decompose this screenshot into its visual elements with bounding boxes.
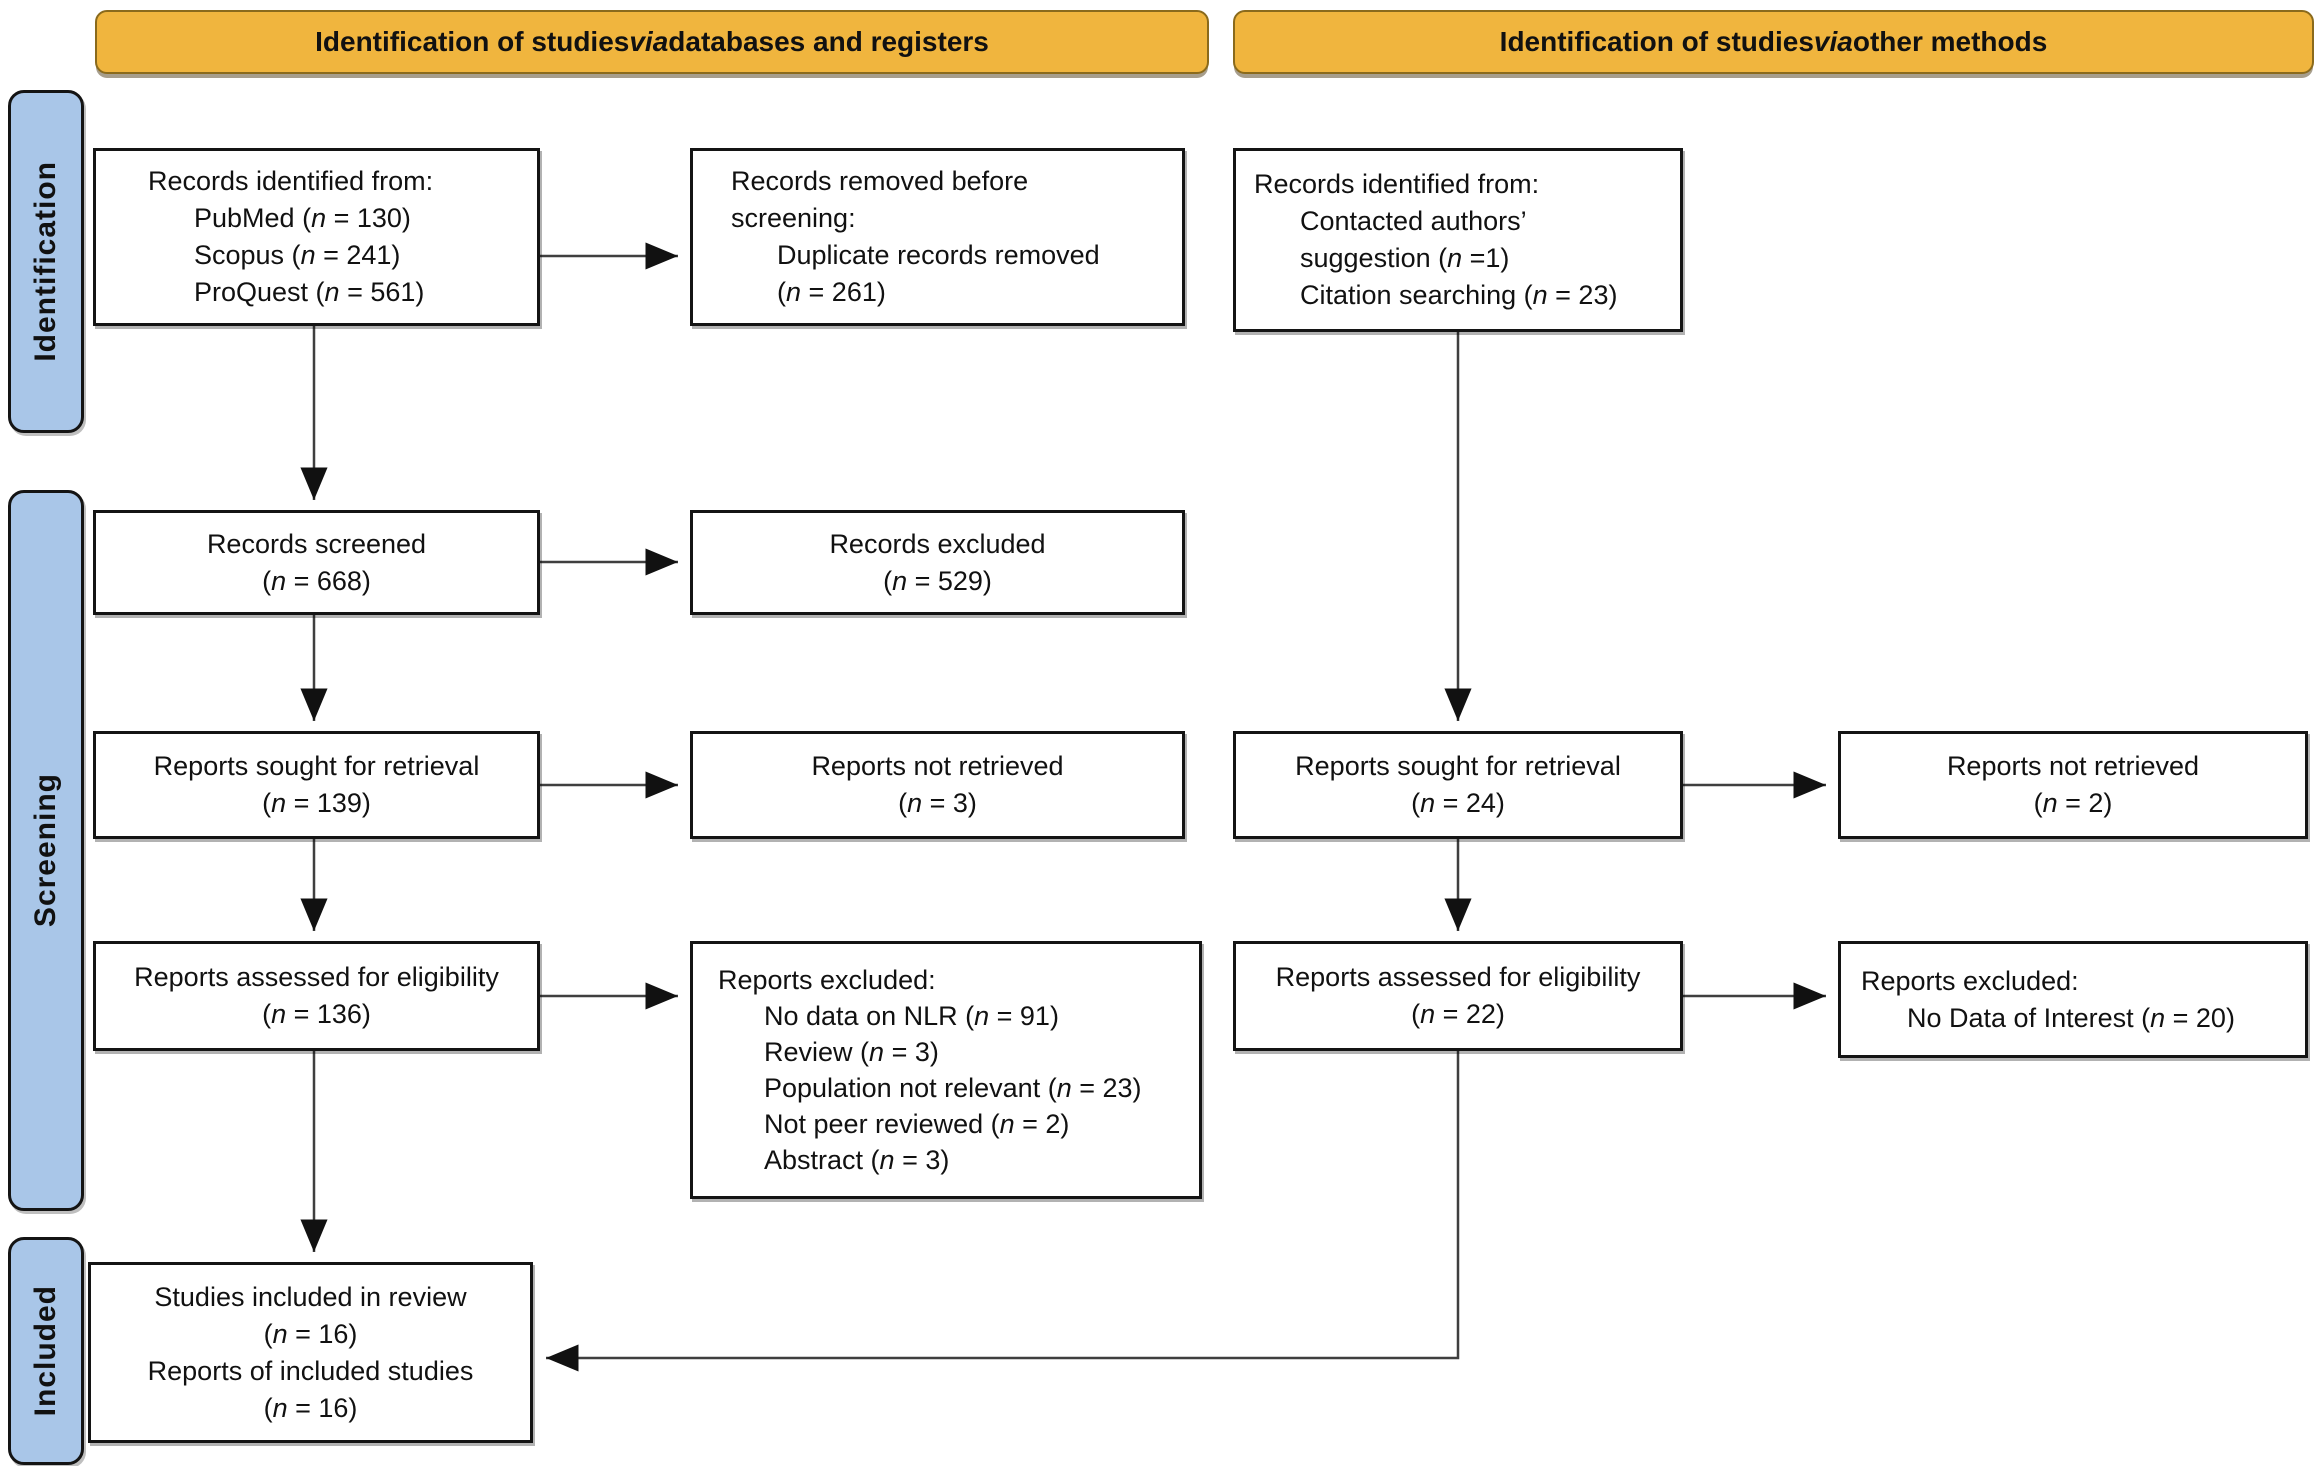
text-line: (n = 136) bbox=[262, 999, 371, 1029]
text-line: (n = 16) bbox=[263, 1392, 358, 1423]
text-line: Reports excluded: bbox=[718, 965, 936, 995]
text-line: Records identified from: bbox=[1254, 169, 1540, 199]
box-reports-excluded-databases bbox=[690, 941, 1202, 1199]
text-line: (n = 668) bbox=[262, 565, 371, 596]
box-reports-assessed-other bbox=[1233, 941, 1683, 1051]
text-line: (n = 3) bbox=[898, 788, 977, 818]
text-line: Duplicate records removed bbox=[777, 240, 1100, 270]
stage-identification-label: Identification bbox=[29, 161, 62, 362]
box-reports-assessed-databases bbox=[93, 941, 540, 1051]
text-line: Contacted authors’ bbox=[1300, 206, 1527, 236]
text-line: Records excluded bbox=[829, 528, 1046, 559]
text-line: Records screened bbox=[206, 528, 427, 559]
text-line: (n = 22) bbox=[1411, 999, 1505, 1029]
text-line: (n = 139) bbox=[262, 788, 371, 818]
text-line: (n = 16) bbox=[263, 1318, 358, 1349]
text-line: Studies included in review bbox=[154, 1281, 467, 1312]
stage-screening bbox=[8, 490, 84, 1211]
text-line: PubMed (n = 130) bbox=[194, 203, 411, 233]
box-records-screened bbox=[93, 510, 540, 615]
text-line: Reports assessed for eligibility bbox=[1275, 962, 1641, 992]
text-line: Reports excluded: bbox=[1861, 965, 2079, 996]
box-studies-included bbox=[88, 1262, 533, 1443]
text-line: (n = 261) bbox=[777, 277, 886, 307]
banner-other-methods: Identification of studies via other methods bbox=[1233, 10, 2314, 74]
text-line: Reports assessed for eligibility bbox=[134, 962, 499, 992]
box-reports-sought-other bbox=[1233, 731, 1683, 839]
stage-included-label: Included bbox=[29, 1285, 62, 1417]
stage-screening-label: Screening bbox=[29, 773, 62, 928]
text-line: suggestion (n =1) bbox=[1300, 243, 1510, 273]
box-records-identified-other bbox=[1233, 148, 1683, 332]
box-records-identified-databases bbox=[93, 148, 540, 326]
text-line: (n = 24) bbox=[1411, 788, 1505, 818]
text-line: Scopus (n = 241) bbox=[194, 240, 401, 270]
box-reports-not-retrieved-databases bbox=[690, 731, 1185, 839]
text-line: Reports of included studies bbox=[147, 1355, 474, 1386]
text-line: (n = 2) bbox=[2033, 788, 2113, 818]
text-line: Review (n = 3) bbox=[764, 1037, 939, 1067]
box-reports-sought-databases bbox=[93, 731, 540, 839]
text-line: (n = 529) bbox=[883, 565, 992, 596]
text-line: No data on NLR (n = 91) bbox=[764, 1001, 1059, 1031]
text-line: Abstract (n = 3) bbox=[764, 1145, 950, 1175]
text-line: No Data of Interest (n = 20) bbox=[1907, 1002, 2235, 1033]
stage-identification bbox=[8, 90, 84, 433]
text-line: screening: bbox=[731, 203, 856, 233]
box-reports-excluded-other bbox=[1838, 941, 2308, 1058]
text-line: Records identified from: bbox=[148, 166, 434, 196]
text-line: Reports sought for retrieval bbox=[1295, 751, 1621, 781]
text-line: Population not relevant (n = 23) bbox=[764, 1073, 1142, 1103]
box-records-removed-before-screening bbox=[690, 148, 1185, 326]
box-records-excluded bbox=[690, 510, 1185, 615]
box-reports-not-retrieved-other bbox=[1838, 731, 2308, 839]
text-line: Not peer reviewed (n = 2) bbox=[764, 1109, 1070, 1139]
banner-databases-registers: Identification of studies via databases and registers bbox=[95, 10, 1209, 74]
text-line: Reports sought for retrieval bbox=[153, 751, 480, 781]
text-line: Reports not retrieved bbox=[811, 751, 1064, 781]
text-line: ProQuest (n = 561) bbox=[194, 277, 425, 307]
text-line: Citation searching (n = 23) bbox=[1300, 280, 1618, 310]
text-line: Reports not retrieved bbox=[1946, 751, 2200, 781]
text-line: Records removed before bbox=[731, 166, 1029, 196]
stage-included bbox=[8, 1237, 84, 1465]
